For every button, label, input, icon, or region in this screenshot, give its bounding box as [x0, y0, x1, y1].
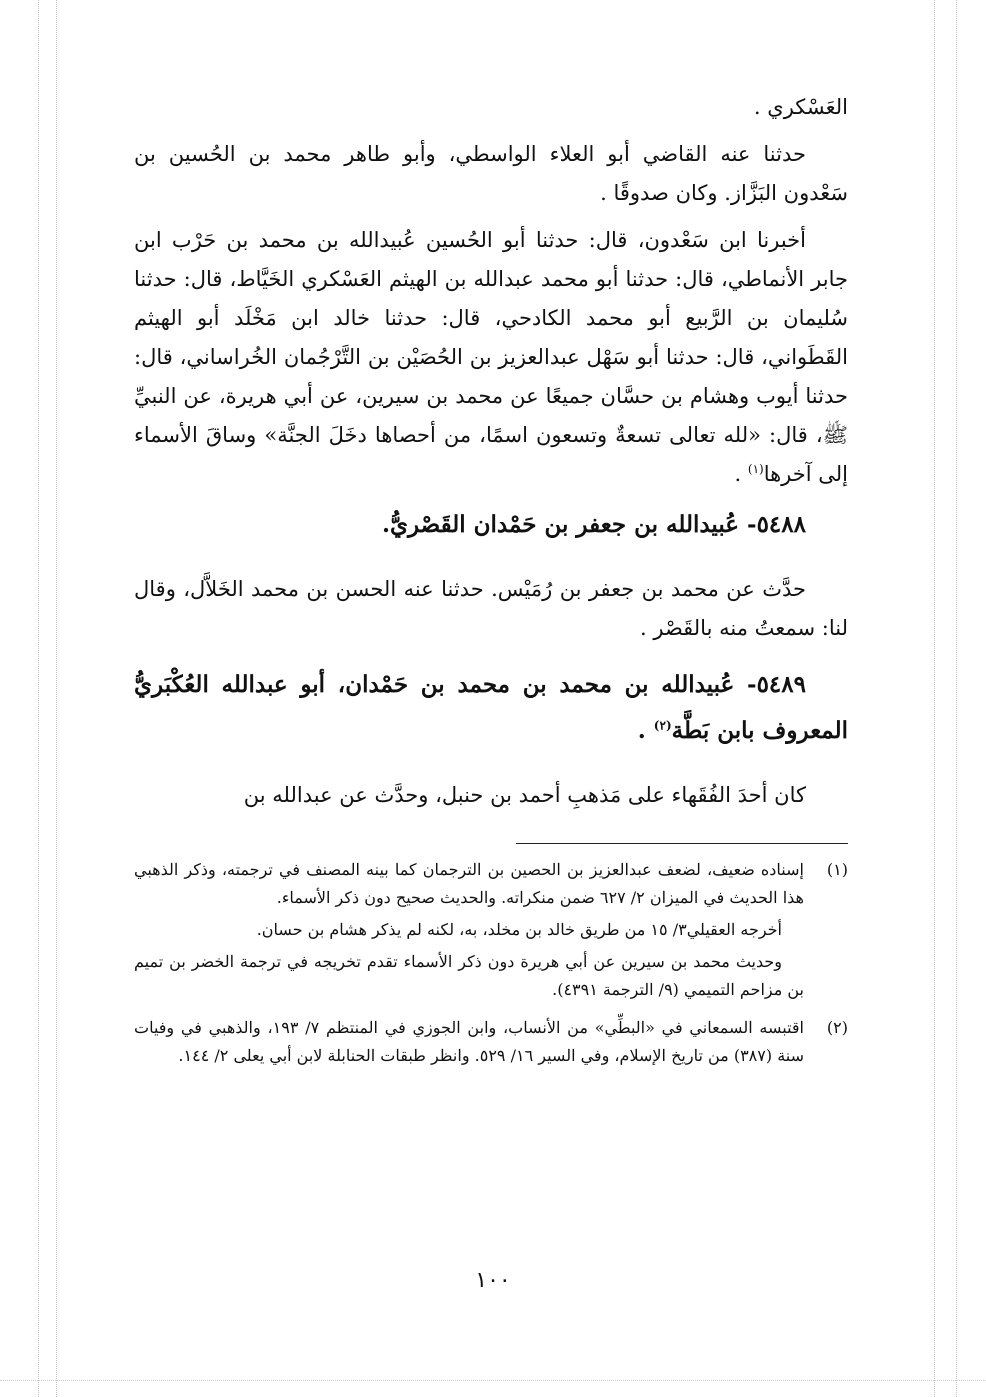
entry-name: عُبيدالله بن جعفر بن حَمْدان القَصْريُّ. — [381, 511, 740, 538]
scan-guide-line — [934, 0, 935, 1397]
footnote-ref[interactable]: (٢) — [653, 718, 672, 733]
paragraph — [134, 221, 848, 494]
continued-text: العَسْكري . — [753, 95, 848, 119]
paragraph: حدثنا عنه القاضي أبو العلاء الواسطي، وأبو طاهر محمد بن الحُسين بن سَعْدون البَزَّاز. وكان صدوقًا . — [134, 142, 848, 205]
entry-end: . — [637, 717, 654, 744]
footnote-divider — [516, 843, 848, 844]
scan-guide-line — [38, 0, 39, 1397]
footnote-text: أخرجه العقيلي٣/ ١٥ من طريق خالد بن مخلد، به، لكنه لم يذكر هشام بن حسان. — [256, 920, 782, 939]
entry-number: ٥٤٨٩- — [747, 671, 806, 698]
entry-heading — [134, 502, 848, 548]
footnote — [134, 856, 848, 1008]
footnote-text: إسناده ضعيف، لضعف عبدالعزيز بن الحصين بن الترجمان كما بينه المصنف في ترجمته، وذكر الذهبي هذا الحديث في الميزان ٢/ ٦٢٧ ضمن منكراته. والحديث صحيح دون ذكر الأسماء. — [134, 860, 804, 907]
footnote-number: (٢) — [826, 1018, 848, 1037]
scan-guide-line — [956, 0, 957, 1397]
entry-heading — [134, 662, 848, 754]
paragraph: كان أحدَ الفُقَهاء على مَذهبِ أحمد بن حنبل، وحدَّث عن عبدالله بن — [243, 783, 806, 807]
footnote — [134, 1014, 848, 1074]
scan-guide-line — [56, 0, 57, 1397]
footnote-text: وحديث محمد بن سيرين عن أبي هريرة دون ذكر الأسماء تقدم تخريجه في ترجمة الخضر بن تميم بن مزاحم التميمي (٩/ الترجمة ٤٣٩١). — [134, 952, 804, 999]
paragraph: حدَّث عن محمد بن جعفر بن رُمَيْس. حدثنا عنه الحسن بن محمد الخَلاَّل، وقال لنا: سمعتُ منه بالقَصْر . — [134, 577, 848, 640]
footnote-body — [134, 1014, 804, 1074]
entry-number: ٥٤٨٨- — [747, 511, 806, 538]
footnote-body — [134, 856, 804, 1008]
paragraph-end: . — [734, 462, 748, 486]
footnote-number: (١) — [826, 860, 848, 879]
entry-name: عُبيدالله بن محمد بن محمد بن حَمْدان، أبو عبدالله العُكْبَريُّ المعروف بابن بَطَّة — [134, 671, 848, 744]
scan-guide-line — [0, 1380, 986, 1381]
paragraph-text: أخبرنا ابن سَعْدون، قال: حدثنا أبو الحُسين عُبيدالله بن محمد بن حَرْب ابن جابر الأنماطي، قال: حدثنا أبو محمد عبدالله بن الهيثم العَسْكري الخَيَّاط، قال: حدثنا سُليمان بن الرَّبيع أبو محمد الكادحي، قال: حدثنا خالد ابن مَخْلَد أبو الهيثم القَطَواني، قال: حدثنا أبو سَهْل عبدالعزيز بن الحُصَيْن بن التَّرْجُمان الخُراساني، قال: حدثنا أيوب وهشام بن حسَّان جميعًا عن محمد بن سيرين، عن أبي هريرة، عن النبيِّ ﷺ، قال: «لله تعالى تسعةٌ وتسعون اسمًا، من أحصاها دخَلَ الجنَّة» وساقَ الأسماء إلى آخرها — [134, 228, 848, 486]
footnote-text: اقتبسه السمعاني في «البطِّي» من الأنساب، وابن الجوزي في المنتظم ٧/ ١٩٣، والذهبي في وفيات سنة (٣٨٧) من تاريخ الإسلام، وفي السير ١٦/ ٥٢٩. وانظر طبقات الحنابلة لابن أبي يعلى ٢/ ١٤٤. — [134, 1018, 805, 1065]
document-page — [134, 88, 848, 1080]
footnotes — [134, 856, 848, 1074]
page-number: ١٠٠ — [475, 1268, 511, 1293]
footnote-ref[interactable]: (١) — [747, 462, 764, 476]
